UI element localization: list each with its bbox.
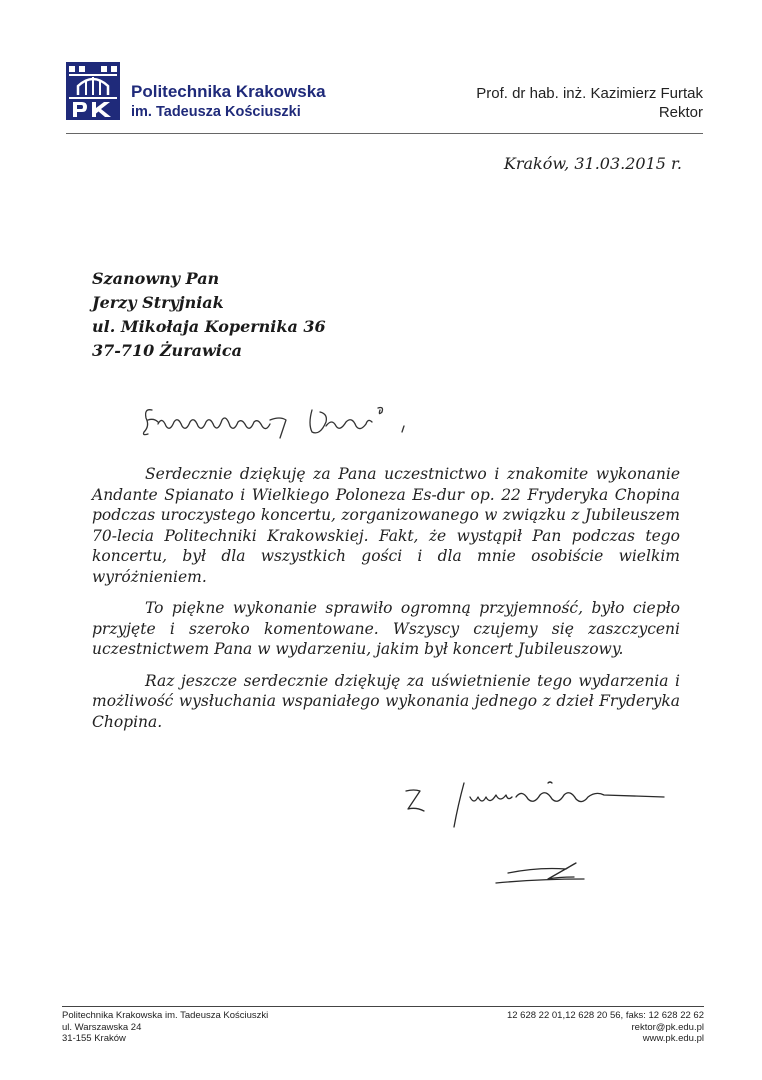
rector-name: Prof. dr hab. inż. Kazimierz Furtak — [476, 85, 703, 102]
footer-line: Politechnika Krakowska im. Tadeusza Kościuszki — [62, 1010, 269, 1021]
footer-phone: 12 628 22 01,12 628 20 56, faks: 12 628 22 62 — [506, 1010, 704, 1021]
footer-line: ul. Warszawska 24 — [62, 1021, 142, 1033]
body-paragraph: Serdecznie dziękuję za Pana uczestnictwo i znakomite wykonanie Andante Spianato i Wielkiego Poloneza Es-dur op. 22 Fryderyka Chopina podczas uroczystego koncertu, zorganizowanego w związku z Jubileuszem 70-lecia Politechniki Krakowskiej. Fakt, że wystąpił Pan podczas tego koncertu, był dla wszystkich gości i dla mnie osobiście wielkim wyróżnieniem. — [92, 465, 680, 586]
footer-address — [62, 1010, 268, 1045]
rector-title: Rektor — [658, 104, 703, 121]
letter-date: Kraków, 31.03.2015 r. — [503, 154, 682, 173]
header-divider — [66, 133, 703, 134]
pk-logo-icon — [66, 62, 120, 120]
handwritten-signature-icon — [398, 775, 688, 895]
footer-divider — [62, 1006, 704, 1007]
handwritten-greeting — [140, 396, 420, 446]
letter-body — [92, 464, 680, 743]
body-paragraph: To piękne wykonanie sprawiło ogromną przyjemność, było ciepło przyjęte i szeroko komentowane. Wszyscy czujemy się zaszczyceni uczestnictwem Pana w wydarzeniu, jakim był koncert Jubileuszowy. — [92, 599, 680, 658]
recipient-street: ul. Mikołaja Kopernika 36 — [92, 317, 326, 336]
footer-email: rektor@pk.edu.pl — [631, 1021, 704, 1033]
footer-website: www.pk.edu.pl — [642, 1033, 704, 1044]
footer-line: 31-155 Kraków — [62, 1033, 126, 1044]
recipient-name: Jerzy Stryjniak — [92, 293, 224, 312]
university-subtitle: im. Tadeusza Kościuszki — [131, 104, 301, 120]
body-paragraph: Raz jeszcze serdecznie dziękuję za uświetnienie tego wydarzenia i możliwość wysłuchania wspaniałego wykonania jednego z dzieł Fryderyka Chopina. — [92, 671, 680, 731]
footer-contact — [507, 1010, 704, 1045]
university-name: Politechnika Krakowska — [131, 82, 326, 101]
recipient-city: 37-710 Żurawica — [92, 341, 242, 360]
recipient-salutation: Szanowny Pan — [92, 269, 220, 288]
recipient-address — [92, 267, 326, 363]
